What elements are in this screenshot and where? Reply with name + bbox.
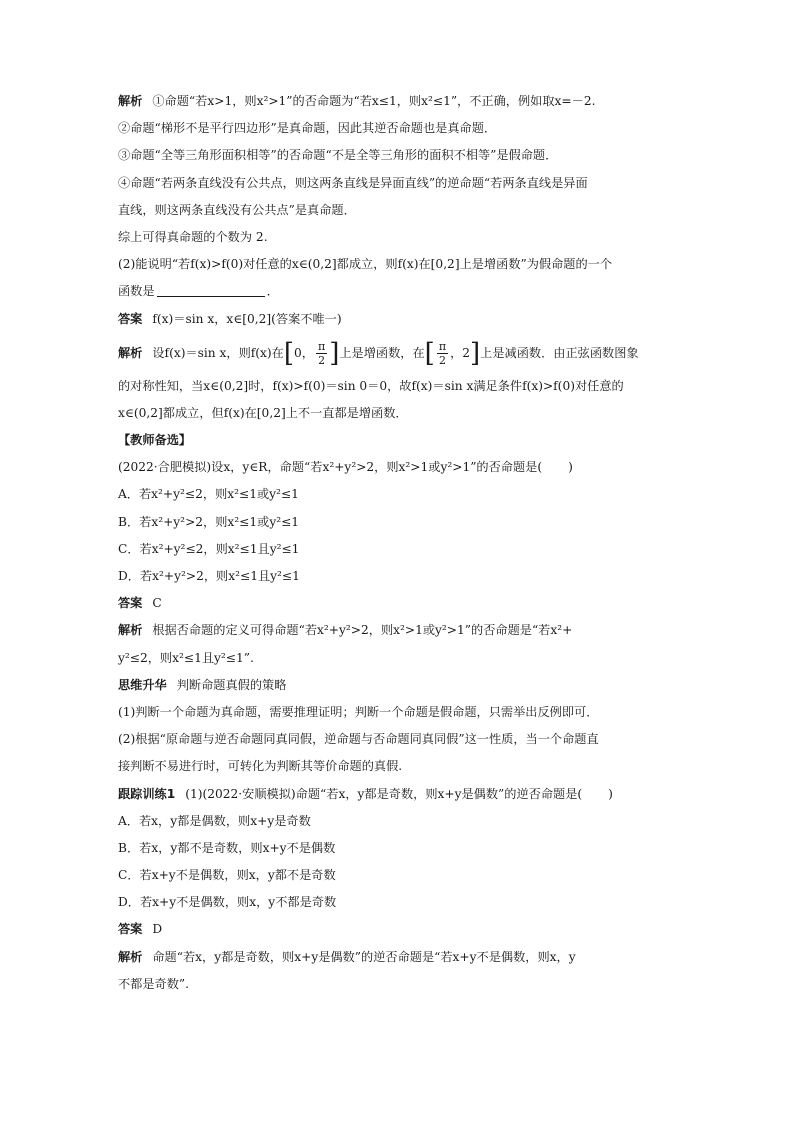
document-page bbox=[118, 88, 678, 998]
thinking-point-2b: 接判断不易进行时，可转化为判断其等价命题的真假. bbox=[118, 759, 403, 774]
teacher-analysis-a: 解析 根据否命题的定义可得命题“若x²+y²>2，则x²>1或y²>1”的否命题是“若x²+ bbox=[118, 623, 573, 638]
analysis-label: 解析 bbox=[118, 623, 143, 638]
thinking-point-2a: (2)根据“原命题与逆否命题同真同假，逆命题与否命题同真同假”这一性质，当一个命题直 bbox=[118, 732, 599, 747]
thinking-label: 思维升华 bbox=[118, 677, 167, 692]
analysis-line-2: ②命题“梯形不是平行四边形”是真命题，因此其逆否命题也是真命题． bbox=[118, 121, 497, 136]
teacher-option-c: C．若x²+y²≤2，则x²≤1且y²≤1 bbox=[118, 541, 300, 556]
thinking-header: 思维升华 判断命题真假的策略 bbox=[118, 677, 287, 692]
teacher-section-header: 【教师备选】 bbox=[118, 433, 192, 448]
analysis-line-1: 解析 ①命题“若x>1，则x²>1”的否命题为“若x≤1，则x²≤1”，不正确，例如取x=－2. bbox=[118, 94, 596, 108]
question-2-line-b: 函数是 ． bbox=[118, 284, 279, 299]
fraction-pi-over-2: $\frac{\pi}{2}$ bbox=[317, 339, 326, 367]
analysis-line-3: ③命题“全等三角形面积相等”的否命题“不是全等三角形的面积不相等”是假命题． bbox=[118, 148, 558, 163]
question-2-line-a: (2)能说明“若f(x)>f(0)对任意的x∈(0,2]都成立，则f(x)在[0,2]上是增函数”为假命题的一个 bbox=[118, 257, 613, 272]
analysis-2-line-a: 解析 设f(x)＝sin x，则f(x)在[0， $\frac{\pi}{2}$ ]上是增函数，在[ $\frac{\pi}{2}$ ，2]上是减函数．由正弦函数图象 bbox=[118, 338, 639, 369]
analysis-line-4b: 直线，则这两条直线没有公共点”是真命题． bbox=[118, 202, 356, 217]
analysis-label: 解析 bbox=[118, 949, 143, 964]
fraction-pi-over-2: $\frac{\pi}{2}$ bbox=[438, 339, 447, 367]
training-option-d: D．若x+y不是偶数，则x，y不都是奇数 bbox=[118, 895, 337, 910]
training-label: 跟踪训练1 bbox=[118, 786, 176, 801]
training-question: 跟踪训练1 (1)(2022·安顺模拟)命题“若x，y都是奇数，则x+y是偶数”的逆否命题是( ) bbox=[118, 786, 613, 801]
analysis-line-4a: ④命题“若两条直线没有公共点，则这两条直线是异面直线”的逆命题“若两条直线是异面 bbox=[118, 175, 588, 190]
teacher-question: (2022·合肥模拟)设x，y∈R，命题“若x²+y²>2，则x²>1或y²>1”的否命题是( ) bbox=[118, 460, 573, 475]
analysis-2-line-c: x∈(0,2]都成立，但f(x)在[0,2]上不一直都是增函数． bbox=[118, 405, 408, 420]
training-analysis-b: 不都是奇数”. bbox=[118, 976, 190, 991]
training-answer: 答案 D bbox=[118, 922, 163, 937]
answer-label: 答案 bbox=[118, 922, 143, 937]
teacher-option-a: A．若x²+y²≤2，则x²≤1或y²≤1 bbox=[118, 487, 299, 502]
teacher-analysis-b: y²≤2，则x²≤1且y²≤1”. bbox=[118, 650, 254, 665]
analysis-label: 解析 bbox=[118, 94, 143, 108]
analysis-label: 解析 bbox=[118, 345, 143, 360]
answer-line: 答案 f(x)＝sin x，x∈[0,2](答案不唯一) bbox=[118, 311, 342, 326]
teacher-answer: 答案 C bbox=[118, 596, 162, 611]
training-option-b: B．若x，y都不是奇数，则x+y不是偶数 bbox=[118, 840, 336, 855]
training-option-a: A．若x，y都是偶数，则x+y是奇数 bbox=[118, 813, 311, 828]
training-analysis-a: 解析 命题“若x，y都是奇数，则x+y是偶数”的逆否命题是“若x+y不是偶数，则x，y bbox=[118, 949, 576, 964]
teacher-option-b: B．若x²+y²>2，则x²≤1或y²≤1 bbox=[118, 514, 300, 529]
answer-label: 答案 bbox=[118, 596, 143, 611]
training-option-c: C．若x+y不是偶数，则x，y都不是奇数 bbox=[118, 868, 336, 883]
teacher-option-d: D．若x²+y²>2，则x²≤1且y²≤1 bbox=[118, 569, 300, 583]
thinking-point-1: (1)判断一个命题为真命题，需要推理证明；判断一个命题是假命题，只需举出反例即可． bbox=[118, 704, 599, 719]
answer-label: 答案 bbox=[118, 311, 143, 326]
analysis-2-line-b: 的对称性知，当x∈(0,2]时，f(x)>f(0)＝sin 0＝0，故f(x)＝sin x满足条件f(x)>f(0)对任意的 bbox=[118, 378, 624, 393]
answer-blank bbox=[157, 282, 265, 297]
analysis-conclusion: 综上可得真命题的个数为 2. bbox=[118, 229, 268, 244]
